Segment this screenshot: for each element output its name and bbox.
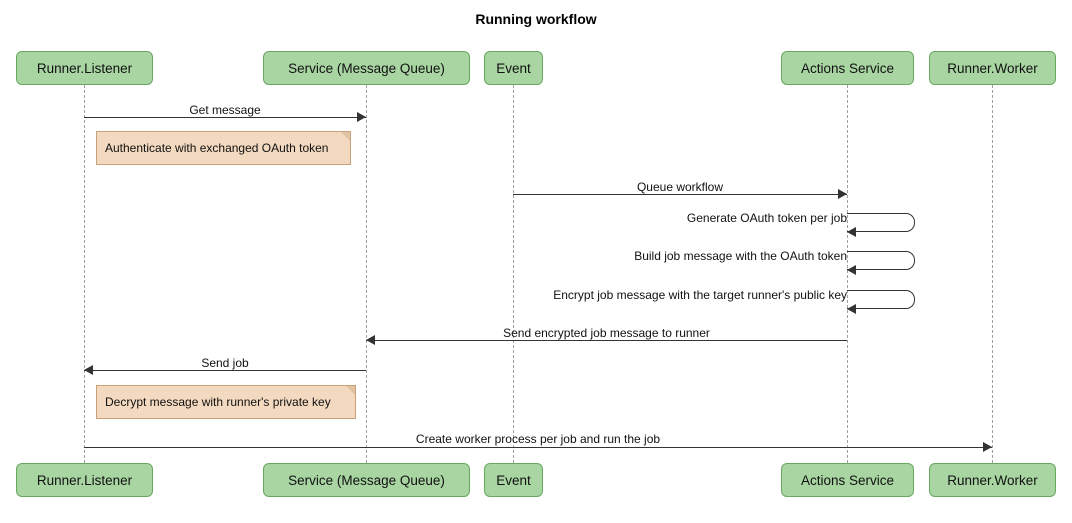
actor-label: Runner.Listener — [36, 60, 133, 76]
self-message-label-build-job-message: Build job message with the OAuth token — [634, 249, 847, 263]
actor-label: Runner.Worker — [947, 472, 1038, 488]
lifeline-runner-worker — [992, 85, 993, 463]
actor-label: Runner.Listener — [36, 472, 133, 488]
arrow-head-encrypt-job-message — [847, 304, 856, 314]
self-message-loop-generate-oauth-token — [847, 213, 915, 232]
note-decrypt — [96, 385, 356, 419]
note-label: Decrypt message with runner's private key — [105, 395, 331, 409]
actor-event-bottom[interactable] — [484, 463, 543, 497]
note-label: Authenticate with exchanged OAuth token — [105, 141, 329, 155]
actor-service-message-queue-bottom[interactable] — [263, 463, 470, 497]
message-line-send-job — [84, 370, 366, 371]
message-line-send-encrypted-job-message — [366, 340, 847, 341]
lifeline-service-message-queue — [366, 85, 367, 463]
arrow-head-send-job — [84, 365, 93, 375]
self-message-loop-build-job-message — [847, 251, 915, 270]
arrow-head-send-encrypted-job-message — [366, 335, 375, 345]
actor-runner-listener-bottom[interactable] — [16, 463, 153, 497]
diagram-title: Running workflow — [475, 11, 597, 27]
actor-runner-worker-top[interactable] — [929, 51, 1056, 85]
actor-runner-listener-top[interactable] — [16, 51, 153, 85]
actor-label: Event — [496, 472, 531, 488]
actor-label: Runner.Worker — [947, 60, 1038, 76]
arrow-head-generate-oauth-token — [847, 227, 856, 237]
message-label-queue-workflow: Queue workflow — [636, 180, 724, 194]
actor-event-top[interactable] — [484, 51, 543, 85]
arrow-head-get-message — [357, 112, 366, 122]
self-message-loop-encrypt-job-message — [847, 290, 915, 309]
message-label-send-job: Send job — [201, 356, 249, 370]
message-line-queue-workflow — [513, 194, 847, 195]
lifeline-runner-listener — [84, 85, 85, 463]
actor-label: Actions Service — [800, 472, 895, 488]
actor-service-message-queue-top[interactable] — [263, 51, 470, 85]
message-line-get-message — [84, 117, 366, 118]
actor-actions-service-top[interactable] — [781, 51, 914, 85]
arrow-head-create-worker-process — [983, 442, 992, 452]
actor-label: Actions Service — [800, 60, 895, 76]
actor-label: Service (Message Queue) — [288, 472, 445, 488]
message-line-create-worker-process — [84, 447, 992, 448]
note-fold-icon — [341, 132, 350, 141]
actor-runner-worker-bottom[interactable] — [929, 463, 1056, 497]
actor-label: Service (Message Queue) — [288, 60, 445, 76]
arrow-head-build-job-message — [847, 265, 856, 275]
self-message-label-encrypt-job-message: Encrypt job message with the target runner's public key — [553, 288, 847, 302]
actor-actions-service-bottom[interactable] — [781, 463, 914, 497]
lifeline-event — [513, 85, 514, 463]
actor-label: Event — [496, 60, 531, 76]
message-label-create-worker-process: Create worker process per job and run the job — [415, 432, 661, 446]
note-fold-icon — [346, 386, 355, 395]
note-authenticate — [96, 131, 351, 165]
message-label-send-encrypted-job-message: Send encrypted job message to runner — [503, 326, 710, 340]
self-message-label-generate-oauth-token: Generate OAuth token per job — [686, 211, 847, 225]
message-label-get-message: Get message — [189, 103, 261, 117]
arrow-head-queue-workflow — [838, 189, 847, 199]
